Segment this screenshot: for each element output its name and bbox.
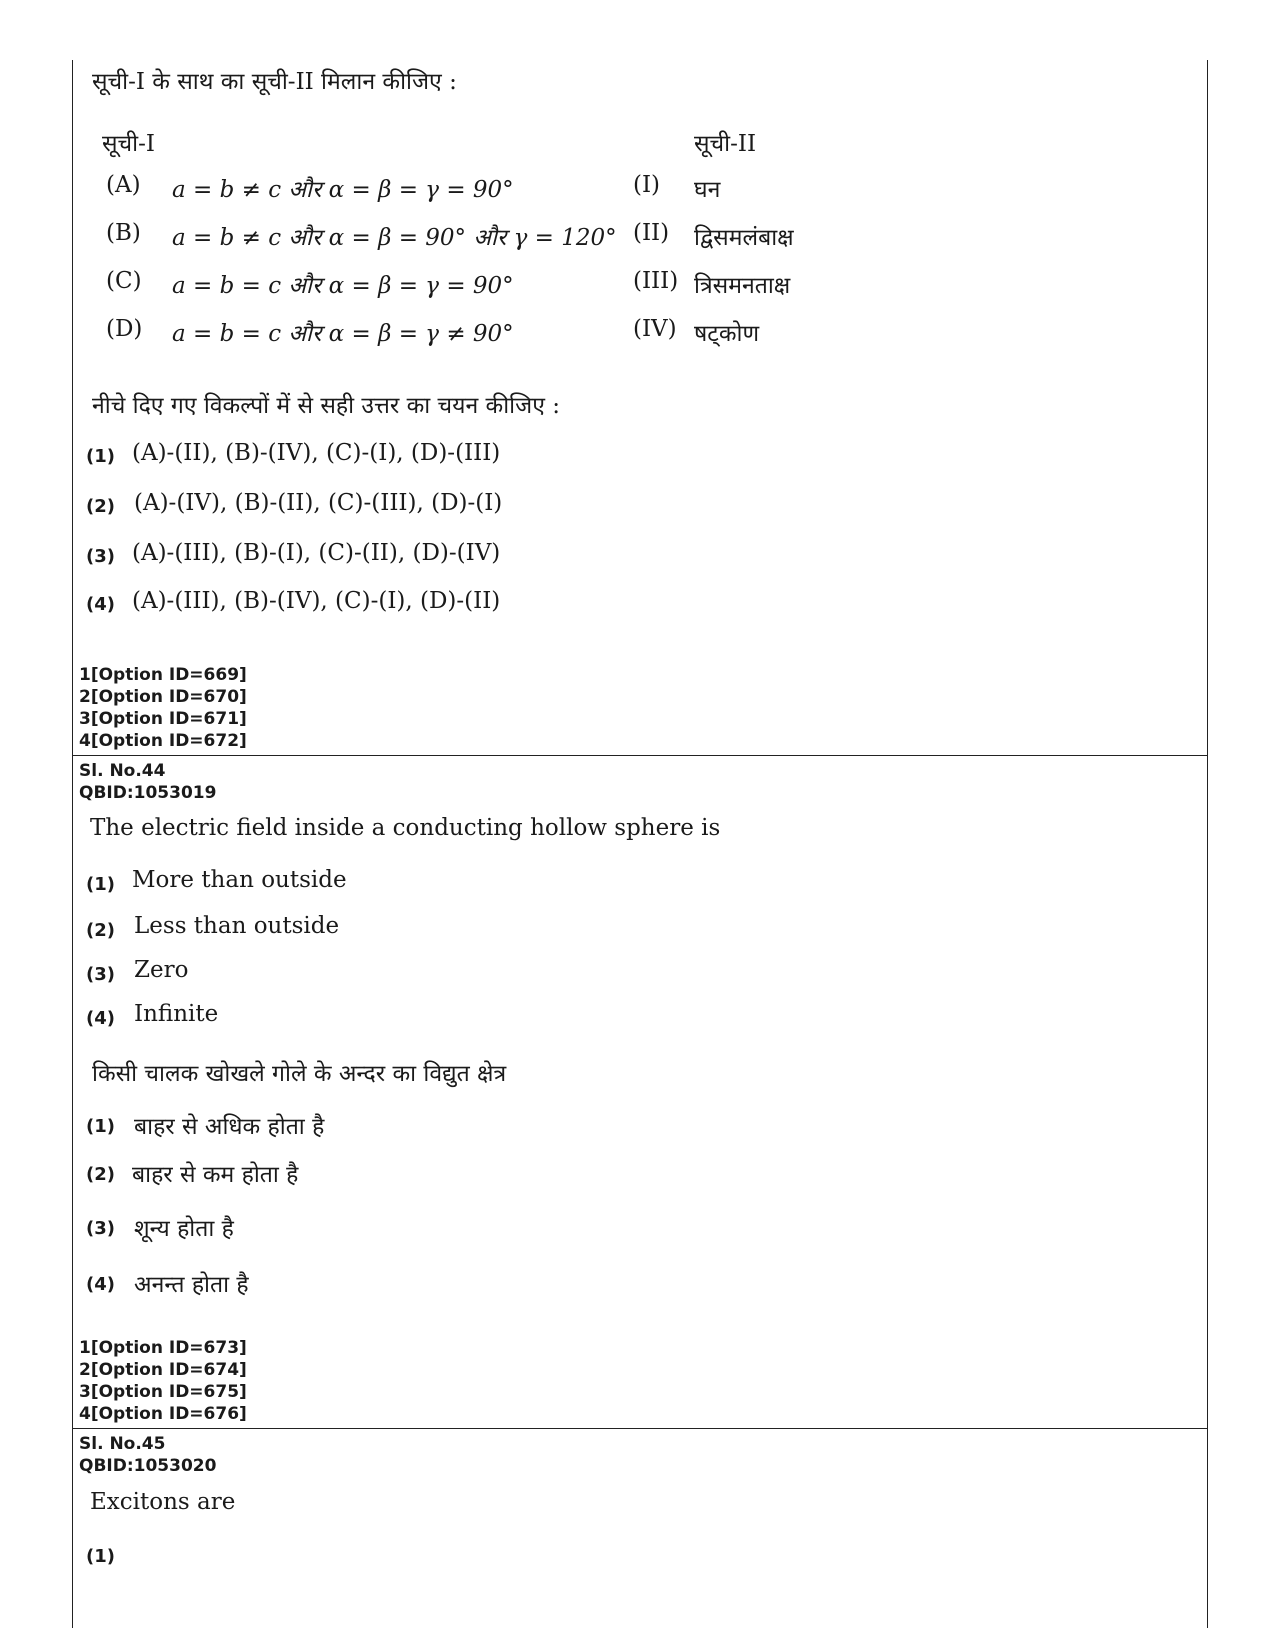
option-text: (A)-(II), (B)-(IV), (C)-(I), (D)-(III)	[132, 440, 501, 466]
option-id: 2[Option ID=670]	[79, 687, 247, 707]
list2-row-label: (II)	[633, 220, 670, 246]
option-id: 1[Option ID=673]	[79, 1338, 247, 1358]
option-id: 4[Option ID=676]	[79, 1404, 247, 1424]
option-number: (1)	[86, 874, 115, 895]
list2-row-term: द्विसमलंबाक्ष	[694, 225, 794, 251]
question-divider	[72, 1428, 1208, 1429]
list1-row-expr: a = b = c और α = β = γ = 90°	[172, 273, 514, 299]
option-text: शून्य होता है	[134, 1216, 234, 1242]
option-number: (1)	[86, 1116, 115, 1137]
list2-row-term: त्रिसमनताक्ष	[694, 273, 791, 299]
list1-row-label: (D)	[106, 316, 143, 342]
list1-row-label: (A)	[106, 172, 141, 198]
list2-row-term: घन	[694, 177, 721, 203]
option-number: (3)	[86, 546, 115, 567]
option-text: बाहर से अधिक होता है	[134, 1114, 325, 1140]
list1-header: सूची-I	[102, 131, 155, 157]
option-number: (2)	[86, 920, 115, 941]
list1-row-expr: a = b = c और α = β = γ ≠ 90°	[172, 321, 514, 347]
option-text: अनन्त होता है	[134, 1272, 249, 1298]
option-number: (3)	[86, 1218, 115, 1239]
option-text: (A)-(IV), (B)-(II), (C)-(III), (D)-(I)	[134, 490, 503, 516]
option-text: More than outside	[132, 867, 347, 893]
question-text-en: Excitons are	[90, 1489, 236, 1515]
question-divider	[72, 755, 1208, 756]
option-number: (1)	[86, 446, 115, 467]
option-number: (4)	[86, 1274, 115, 1295]
option-text: बाहर से कम होता है	[132, 1162, 299, 1188]
option-id: 4[Option ID=672]	[79, 731, 247, 751]
list2-header: सूची-II	[694, 131, 757, 157]
option-text: (A)-(III), (B)-(IV), (C)-(I), (D)-(II)	[132, 588, 501, 614]
list2-row-label: (III)	[633, 268, 679, 294]
option-number: (3)	[86, 964, 115, 985]
q43-instruction: सूची-I के साथ का सूची-II मिलान कीजिए :	[92, 69, 457, 95]
list2-row-label: (I)	[633, 172, 661, 198]
q43-choose-instruction: नीचे दिए गए विकल्पों में से सही उत्तर का चयन कीजिए :	[92, 393, 560, 419]
option-text: (A)-(III), (B)-(I), (C)-(II), (D)-(IV)	[132, 540, 501, 566]
option-text: Zero	[134, 957, 189, 983]
qbid: QBID:1053019	[79, 783, 217, 803]
option-text: Infinite	[134, 1001, 219, 1027]
question-text-en: The electric field inside a conducting hollow sphere is	[90, 815, 721, 841]
list1-row-label: (C)	[106, 268, 142, 294]
list2-row-term: षट्कोण	[694, 321, 760, 347]
option-number: (2)	[86, 1164, 115, 1185]
list1-row-expr: a = b ≠ c और α = β = γ = 90°	[172, 177, 514, 203]
option-id: 1[Option ID=669]	[79, 665, 247, 685]
option-text: Less than outside	[134, 913, 340, 939]
option-number: (1)	[86, 1546, 115, 1567]
option-number: (4)	[86, 594, 115, 615]
list2-row-label: (IV)	[633, 316, 677, 342]
list1-row-label: (B)	[106, 220, 141, 246]
list1-row-expr: a = b ≠ c और α = β = 90° और γ = 120°	[172, 225, 617, 251]
sl-no: Sl. No.44	[79, 761, 166, 781]
qbid: QBID:1053020	[79, 1456, 217, 1476]
option-id: 3[Option ID=671]	[79, 709, 247, 729]
option-id: 2[Option ID=674]	[79, 1360, 247, 1380]
option-number: (4)	[86, 1008, 115, 1029]
sl-no: Sl. No.45	[79, 1434, 166, 1454]
option-number: (2)	[86, 496, 115, 517]
option-id: 3[Option ID=675]	[79, 1382, 247, 1402]
question-text-hi: किसी चालक खोखले गोले के अन्दर का विद्युत क्षेत्र	[92, 1061, 507, 1087]
